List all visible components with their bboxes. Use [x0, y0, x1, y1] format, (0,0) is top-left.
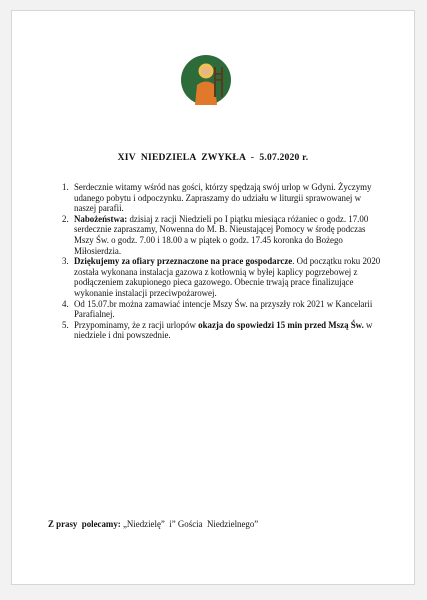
announcements-list: [62, 182, 384, 341]
list-item: [62, 214, 384, 256]
list-item-number: 1.: [62, 182, 69, 192]
press-text: „Niedzielę” i” Gościa Niedzielnego”: [120, 519, 259, 529]
list-item-text: w niedziele i dni powszednie.: [74, 319, 373, 341]
list-item-bold-text: Nabożeństwa:: [74, 213, 128, 224]
list-item-text: . Od początku roku 2020 została wykonana instalacja gazowa z kotłownią w byłej kaplicy pogrzebowej z podłączeniem zakupionego pieca gazowego. Obecnie trwają prace finalizujące wykonanie instalacji przeciwpożarowej.: [74, 256, 381, 298]
saint-icon: [181, 55, 231, 105]
list-item: [62, 182, 384, 214]
list-item-bold-text: Dziękujemy za ofiary przeznaczone na prace gospodarcze: [74, 256, 293, 267]
page-title: XIV NIEDZIELA ZWYKŁA - 5.07.2020 r.: [117, 152, 309, 163]
list-item-text: Przypominamy, że z racji urlopów: [74, 319, 199, 330]
list-item-number: 4.: [62, 298, 69, 309]
press-recommendation: [48, 519, 258, 529]
document-page: [11, 10, 415, 585]
list-item-text: Od 15.07.br można zamawiać intencje Mszy Św. na przyszły rok 2021 w Kancelarii Parafialnej.: [74, 298, 373, 320]
list-item: [62, 299, 384, 320]
list-item-number: 5.: [62, 319, 69, 330]
list-item-text: dzisiaj z racji Niedzieli po I piątku miesiąca różaniec o godz. 17.00 serdecznie zapraszamy, Nowenna do M. B. Nieustającej Pomocy w środę podczas Mszy Św. o godz. 7.00 i 18.00 a w piątek o godz. 17.45 koronka do Bożego Miłosierdzia.: [74, 213, 369, 256]
list-item-text: Serdecznie witamy wśród nas gości, którzy spędzają swój urlop w Gdyni. Życzymy udanego pobytu i odpoczynku. Zapraszamy do udziału w liturgii sprawowanej w naszej parafii.: [74, 182, 372, 214]
list-item: [62, 320, 384, 341]
list-item-number: 3.: [62, 256, 69, 267]
list-item-number: 2.: [62, 213, 69, 224]
list-item: [62, 256, 384, 298]
list-item-bold-text: okazja do spowiedzi 15 min przed Mszą Św.: [198, 319, 364, 330]
press-label: Z prasy polecamy:: [48, 519, 121, 529]
